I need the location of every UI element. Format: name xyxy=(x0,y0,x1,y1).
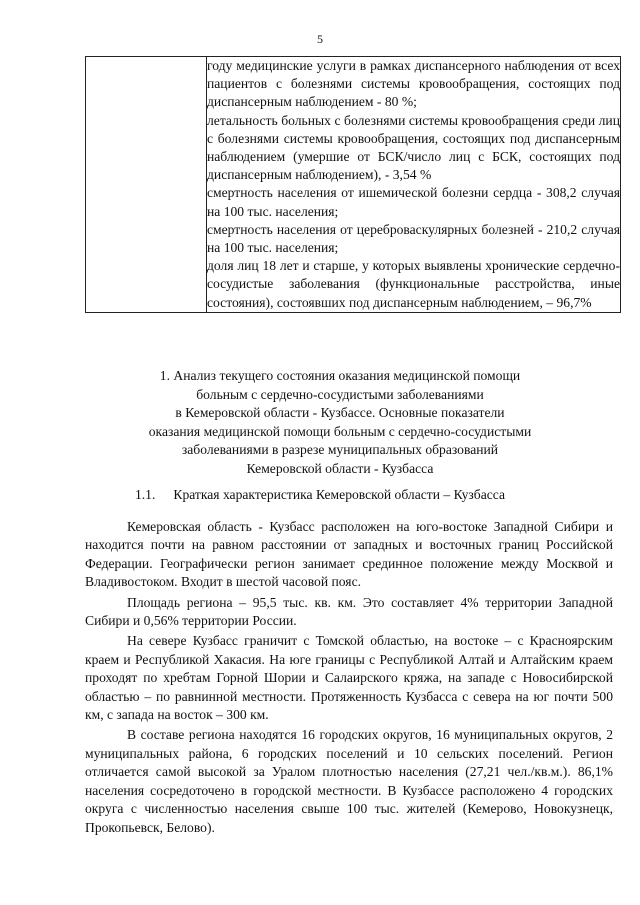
paragraph: На севере Кузбасс граничит с Томской областью, на востоке – с Красноярским краем и Республикой Хакасия. На юге границы с Республикой Алтай и Алтайским краем проходят по хребтам Горной Шории и Салаирского кряжа, на западе с Новосибирской областью – по равнинной местности. Протяженность Кузбасса с севера на юг почти 500 км, с запада на восток – 300 км. xyxy=(85,633,613,723)
paragraph: Площадь региона – 95,5 тыс. кв. км. Это составляет 4% территории Западной Сибири и 0,56% территории России. xyxy=(85,594,613,629)
subsection-number: 1.1. xyxy=(134,487,156,502)
table-row xyxy=(86,57,621,313)
indicator-line: смертность населения от цереброваскулярных болезней - 210,2 случая на 100 тыс. населения; xyxy=(207,221,620,256)
heading-line: в Кемеровской области - Кузбассе. Основные показатели xyxy=(175,405,505,421)
indicator-line: летальность больных с болезнями системы кровообращения среди лиц с болезнями системы кровообращения, состоящих под диспансерным наблюдением (умершие от БСК/число лиц с БСК, состоящих под диспансерным наблюдением), - 3,54 % xyxy=(207,112,620,183)
paragraph: В составе региона находятся 16 городских округов, 16 муниципальных округов, 2 муниципальных района, 6 городских поселений и 10 сельских поселений. Регион отличается самой высокой за Уралом плотностью населения (27,21 чел./кв.м.). 86,1% населения сосредоточено в городской местности. В Кузбассе расположено 4 городских округа с численностью населения свыше 100 тыс. жителей (Кемерово, Новокузнецк, Прокопьевск, Белово). xyxy=(85,727,613,835)
indicator-line: году медицинские услуги в рамках диспансерного наблюдения от всех пациентов с болезнями системы кровообращения, состоящих под диспансерным наблюдением - 80 %; xyxy=(207,58,620,110)
heading-line: 1. Анализ текущего состояния оказания медицинской помощи xyxy=(159,368,521,383)
table-right-cell xyxy=(207,57,621,313)
section-heading xyxy=(110,367,570,479)
subsection-title: Краткая характеристика Кемеровской области – Кузбасса xyxy=(173,487,506,502)
table-left-cell xyxy=(86,57,207,313)
body-text xyxy=(85,518,613,839)
heading-line: заболеваниями в разрезе муниципальных образований xyxy=(181,442,499,458)
indicator-line: смертность населения от ишемической болезни сердца - 308,2 случая на 100 тыс. населения; xyxy=(207,185,620,219)
subsection-heading xyxy=(0,487,640,503)
continuation-table xyxy=(85,56,621,313)
heading-line: Кемеровской области - Кузбасса xyxy=(246,460,434,476)
heading-line: оказания медицинской помощи больным с сердечно-сосудистыми xyxy=(148,423,532,439)
heading-line: больным с сердечно-сосудистыми заболеваниями xyxy=(196,386,484,402)
page-number: 5 xyxy=(317,32,323,46)
paragraph: Кемеровская область - Кузбасс расположен на юго-востоке Западной Сибири и находится почти на равном расстоянии от западных и восточных границ Российской Федерации. Географически регион занимает срединное положение между Москвой и Владивостоком. Входит в шестой часовой пояс. xyxy=(85,519,613,590)
indicator-line: доля лиц 18 лет и старше, у которых выявлены хронические сердечно-сосудистые заболевания (функциональные расстройства, иные состояния), состоявших под диспансерным наблюдением, – 96,7% xyxy=(207,258,620,310)
